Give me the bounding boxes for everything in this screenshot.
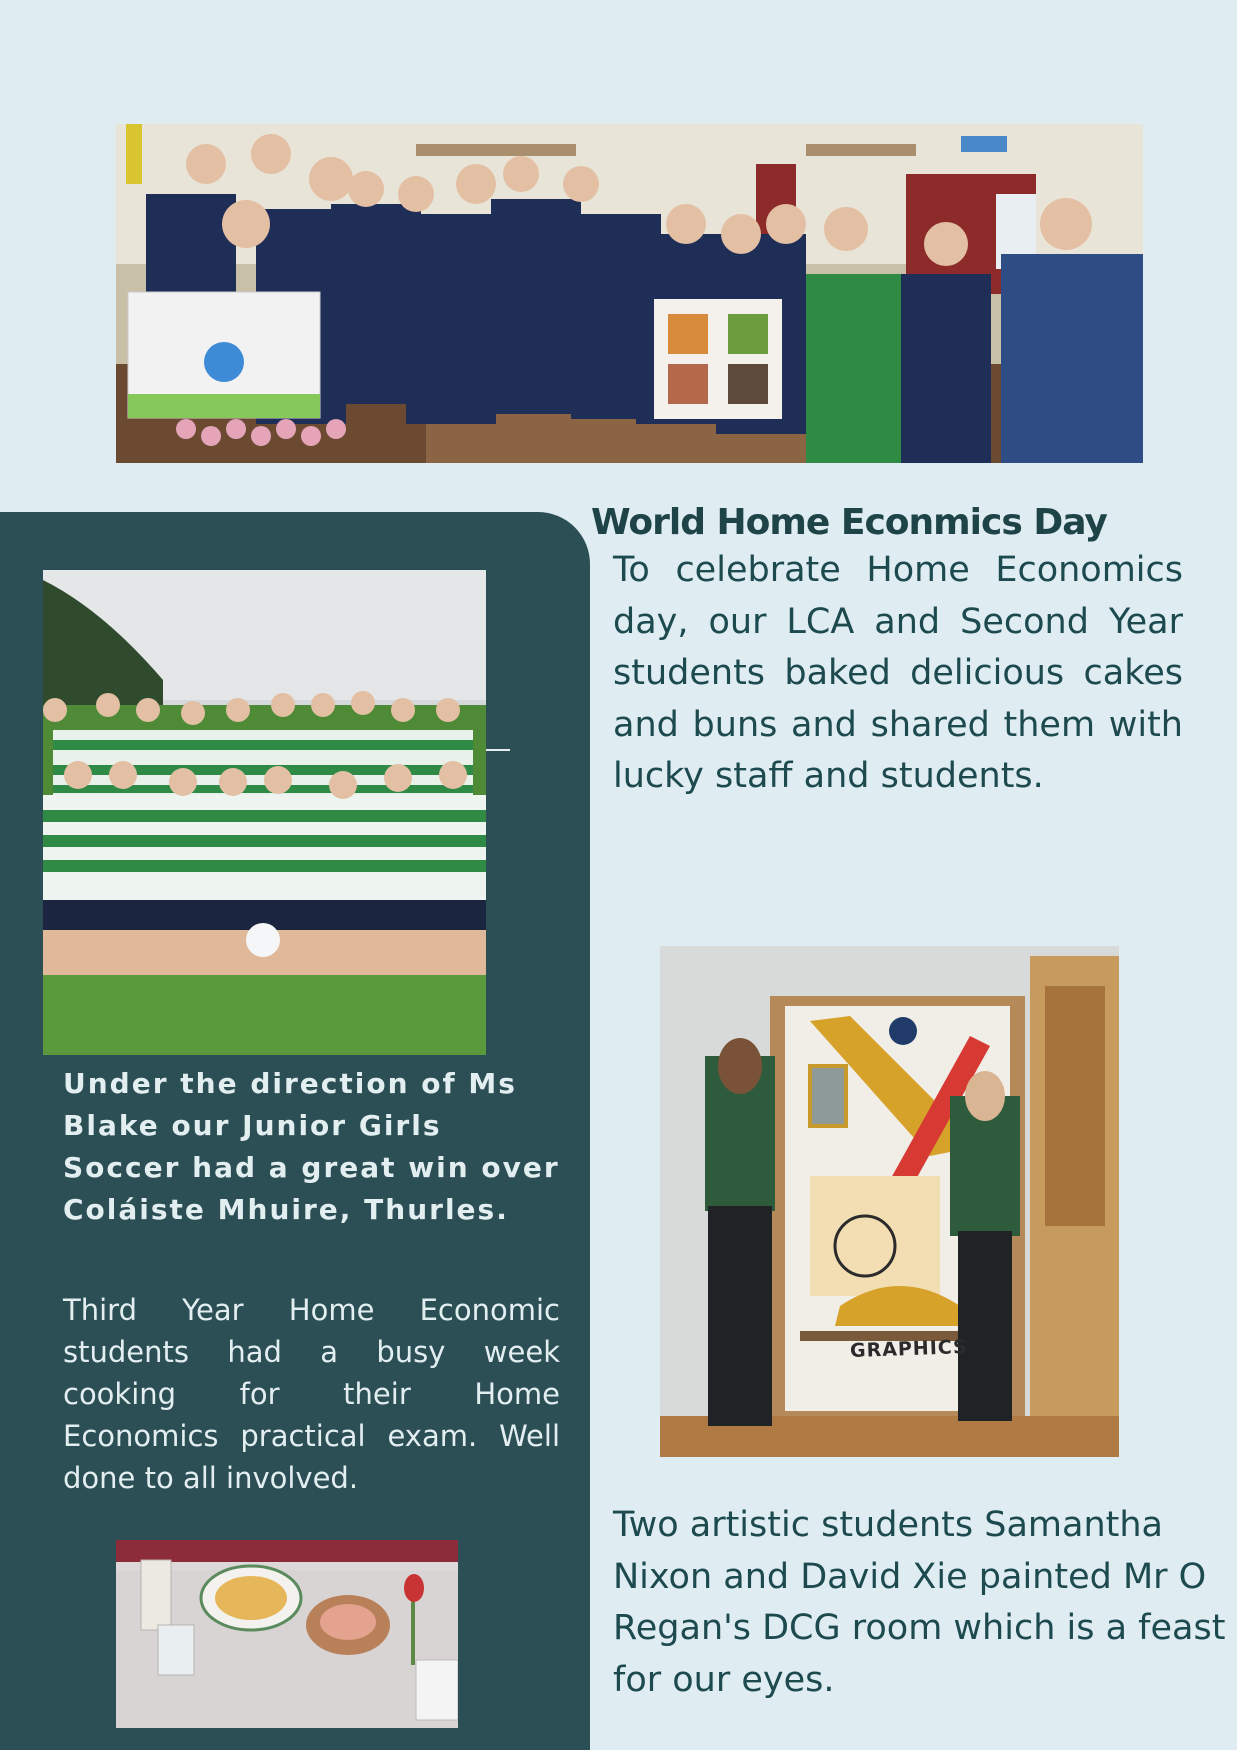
panel-divider-mark <box>486 749 510 751</box>
soccer-caption: Under the direction of Ms Blake our Junior Girls Soccer had a great win over Coláiste Mhuire, Thurles. <box>63 1067 560 1226</box>
home-economics-day-text: To celebrate Home Economics day, our LCA and Second Year students baked delicious cakes and buns and shared them with lucky staff and students. <box>613 550 1183 796</box>
home-economics-group-photo <box>116 124 1143 463</box>
practical-exam-dish-photo <box>116 1540 458 1728</box>
artistic-students-text: Two artistic students Samantha Nixon and David Xie painted Mr O Regan's DCG room which is a feast for our eyes. <box>613 1505 1226 1700</box>
graphics-door-photo <box>660 946 1119 1457</box>
third-year-home-economics-text: Third Year Home Economic students had a busy week cooking for their Home Economics practical exam. Well done to all involved. <box>63 1293 560 1495</box>
page-heading: World Home Econmics Day <box>591 502 1107 543</box>
junior-girls-soccer-photo <box>43 570 486 1055</box>
door-sign-label: GRAPHICS <box>849 1335 969 1363</box>
